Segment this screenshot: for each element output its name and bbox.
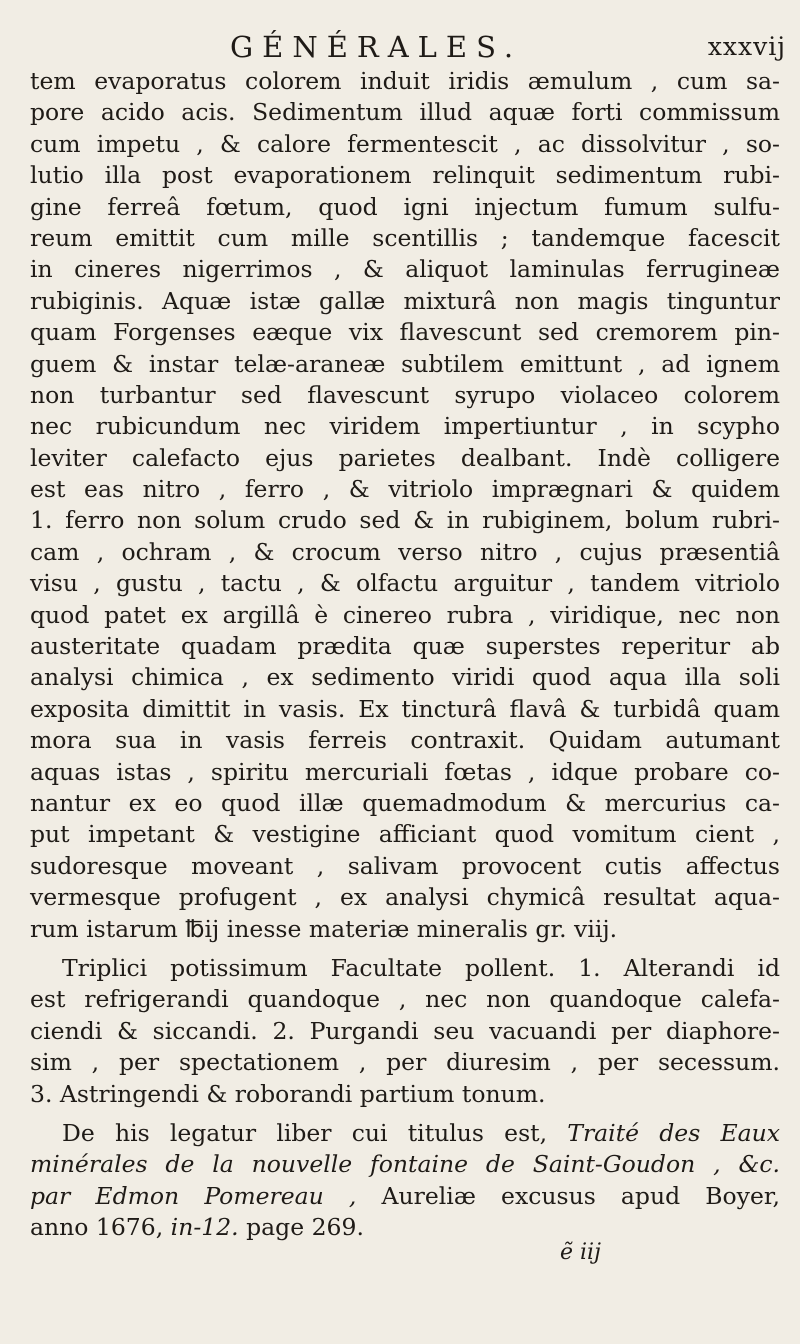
- text-line: mora sua in vasis ferreis contraxit. Quidam autumant: [30, 726, 780, 755]
- text-line: sim , per spectationem , per diuresim , per secessum.: [30, 1048, 780, 1077]
- text-line: visu , gustu , tactu , & olfactu arguitur , tandem vitriolo: [30, 569, 780, 598]
- format-note: in-12.: [170, 1213, 239, 1242]
- page-header: [0, 30, 800, 70]
- text-line: cum impetu , & calore fermentescit , ac dissolvitur , so-: [30, 129, 780, 158]
- running-head: GÉNÉRALES.: [230, 30, 523, 64]
- paragraph-2: [30, 953, 780, 1110]
- text-line: lutio illa post evaporationem relinquit sedimentum rubi-: [30, 161, 780, 190]
- page-number: xxxvij: [707, 32, 786, 61]
- text-line: [30, 1181, 780, 1212]
- text-span: anno 1676,: [30, 1213, 164, 1242]
- text-line: exposita dimittit in vasis. Ex tincturâ flavâ & turbidâ quam: [30, 694, 780, 723]
- text-line: cam , ochram , & crocum verso nitro , cujus præsentiâ: [30, 537, 780, 566]
- text-line: austeritate quadam prædita quæ superstes reperitur ab: [30, 632, 780, 661]
- text-line: Triplici potissimum Facultate pollent. 1. Alterandi id: [62, 953, 780, 982]
- text-line: rum istarum ℔ij inesse materiæ mineralis gr. viij.: [30, 914, 618, 943]
- text-line: reum emittit cum mille scentillis ; tandemque facescit: [30, 223, 780, 252]
- text-line: nantur ex eo quod illæ quemadmodum & mercurius ca-: [30, 788, 780, 817]
- text-line: leviter calefacto ejus parietes dealbant. Indè colligere: [30, 443, 780, 472]
- text-span: De his legatur liber cui titulus est,: [62, 1118, 548, 1147]
- text-line: quod patet ex argillâ è cinereo rubra , viridique, nec non: [30, 600, 780, 629]
- text-line: vermesque profugent , ex analysi chymicâ resultat aqua-: [30, 883, 780, 912]
- book-title: Traité des Eaux: [567, 1118, 780, 1147]
- text-line: quam Forgenses eæque vix flavescunt sed cremorem pin-: [30, 318, 780, 347]
- text-line: non turbantur sed flavescunt syrupo violaceo colorem: [30, 380, 780, 409]
- author-name: par Edmon Pomereau ,: [30, 1181, 357, 1210]
- text-line: pore acido acis. Sedimentum illud aquæ forti commissum: [30, 98, 780, 127]
- paragraph-3: [30, 1118, 780, 1244]
- text-line: 1. ferro non solum crudo sed & in rubiginem, bolum rubri-: [30, 506, 780, 535]
- text-line: put impetant & vestigine afficiant quod vomitum cient ,: [30, 820, 780, 849]
- text-line: tem evaporatus colorem induit iridis æmulum , cum sa-: [30, 67, 780, 95]
- text-line: 3. Astringendi & roborandi partium tonum.: [30, 1079, 546, 1108]
- text-line: nec rubicundum nec viridem impertiuntur , in scypho: [30, 412, 780, 441]
- text-line: [30, 1212, 780, 1243]
- text-line: est refrigerandi quandoque , nec non quandoque calefa-: [30, 985, 780, 1014]
- book-title: minérales de la nouvelle fontaine de Saint-Goudon , &c.: [30, 1150, 780, 1179]
- text-line: guem & instar telæ-araneæ subtilem emittunt , ad ignem: [30, 349, 780, 378]
- text-line: est eas nitro , ferro , & vitriolo imprægnari & quidem: [30, 475, 780, 504]
- paragraph-1: [30, 66, 780, 945]
- body-text: [30, 66, 780, 1243]
- text-line: ciendi & siccandi. 2. Purgandi seu vacuandi per diaphore-: [30, 1016, 780, 1045]
- text-line: analysi chimica , ex sedimento viridi quod aqua illa soli: [30, 663, 780, 692]
- text-line: [30, 1118, 780, 1149]
- text-line: sudoresque moveant , salivam provocent cutis affectus: [30, 851, 780, 880]
- text-line: rubiginis. Aquæ istæ gallæ mixturâ non magis tinguntur: [30, 286, 780, 315]
- text-span: Aureliæ excusus apud Boyer,: [381, 1181, 780, 1210]
- text-line: in cineres nigerrimos , & aliquot laminulas ferrugineæ: [30, 255, 780, 284]
- text-line: aquas istas , spiritu mercuriali fœtas , idque probare co-: [30, 757, 780, 786]
- text-span: page 269.: [246, 1213, 364, 1242]
- text-line: gine ferreâ fœtum, quod igni injectum fumum sulfu-: [30, 192, 780, 221]
- text-line: [30, 1149, 780, 1180]
- signature-mark: ẽ iij: [560, 1240, 601, 1265]
